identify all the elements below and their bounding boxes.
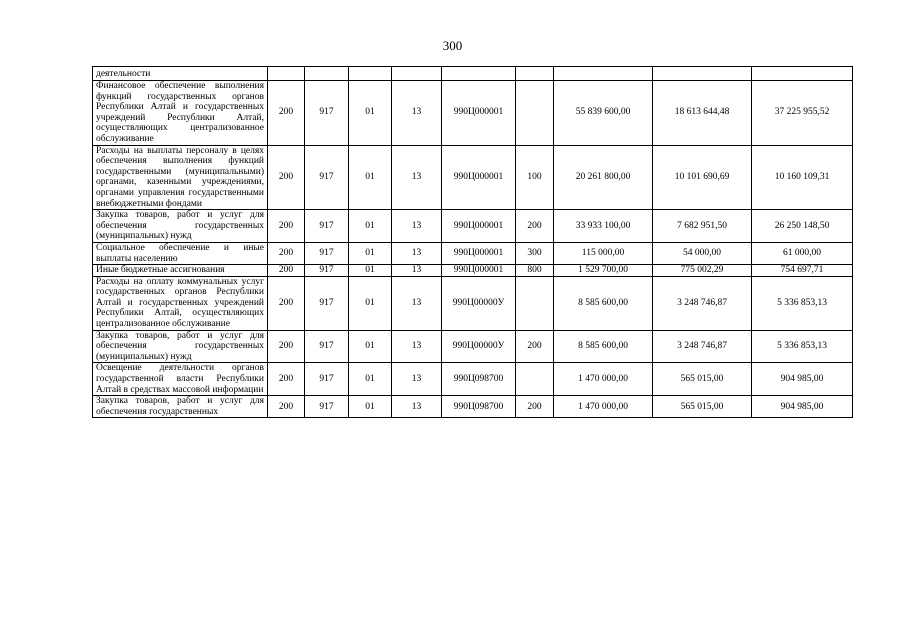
pr-cell: 13	[392, 396, 442, 418]
sum1-cell: 8 585 600,00	[554, 276, 653, 330]
gr-cell	[268, 67, 305, 81]
sum3-cell: 37 225 955,52	[752, 81, 853, 146]
page-number: 300	[442, 38, 463, 53]
sum2-cell: 3 248 746,87	[653, 276, 752, 330]
ved-cell: 917	[305, 242, 349, 264]
rz-cell: 01	[349, 242, 392, 264]
budget-table	[92, 66, 853, 418]
vr-cell: 800	[516, 265, 554, 277]
pr-cell: 13	[392, 242, 442, 264]
sum3-cell: 61 000,00	[752, 242, 853, 264]
row-name: Иные бюджетные ассигнования	[93, 265, 268, 277]
vr-cell: 200	[516, 210, 554, 243]
rz-cell: 01	[349, 265, 392, 277]
gr-cell: 200	[268, 210, 305, 243]
table-row	[93, 145, 853, 210]
pr-cell: 13	[392, 363, 442, 396]
rz-cell: 01	[349, 396, 392, 418]
rz-cell: 01	[349, 81, 392, 146]
sum2-cell: 3 248 746,87	[653, 330, 752, 363]
sum2-cell: 565 015,00	[653, 363, 752, 396]
gr-cell: 200	[268, 265, 305, 277]
csr-cell: 990Ц000001	[442, 145, 516, 210]
table-row	[93, 330, 853, 363]
rz-cell: 01	[349, 363, 392, 396]
sum2-cell: 775 002,29	[653, 265, 752, 277]
sum2-cell: 565 015,00	[653, 396, 752, 418]
sum2-cell	[653, 67, 752, 81]
table-row	[93, 265, 853, 277]
pr-cell: 13	[392, 81, 442, 146]
csr-cell: 990Ц098700	[442, 396, 516, 418]
sum1-cell: 1 529 700,00	[554, 265, 653, 277]
row-name: Закупка товаров, работ и услуг для обеспечения государственных (муниципальных) нужд	[93, 210, 268, 243]
gr-cell: 200	[268, 276, 305, 330]
ved-cell: 917	[305, 265, 349, 277]
table-row	[93, 242, 853, 264]
table-row	[93, 81, 853, 146]
ved-cell	[305, 67, 349, 81]
vr-cell	[516, 67, 554, 81]
sum2-cell: 54 000,00	[653, 242, 752, 264]
csr-cell: 990Ц00000У	[442, 330, 516, 363]
sum1-cell: 33 933 100,00	[554, 210, 653, 243]
sum1-cell	[554, 67, 653, 81]
csr-cell: 990Ц000001	[442, 81, 516, 146]
pr-cell: 13	[392, 265, 442, 277]
table-row	[93, 396, 853, 418]
csr-cell: 990Ц000001	[442, 210, 516, 243]
rz-cell: 01	[349, 276, 392, 330]
sum1-cell: 1 470 000,00	[554, 363, 653, 396]
row-name: Социальное обеспечение и иные выплаты населению	[93, 242, 268, 264]
pr-cell: 13	[392, 145, 442, 210]
sum3-cell: 5 336 853,13	[752, 330, 853, 363]
rz-cell	[349, 67, 392, 81]
ved-cell: 917	[305, 276, 349, 330]
sum2-cell: 7 682 951,50	[653, 210, 752, 243]
sum3-cell: 26 250 148,50	[752, 210, 853, 243]
sum3-cell: 904 985,00	[752, 396, 853, 418]
rz-cell: 01	[349, 145, 392, 210]
gr-cell: 200	[268, 363, 305, 396]
row-name: Расходы на выплаты персоналу в целях обеспечения выполнения функций государственными (муниципальными) органами, казенными учреждениями, органами управления государственными внебюджетными фондами	[93, 145, 268, 210]
ved-cell: 917	[305, 330, 349, 363]
gr-cell: 200	[268, 81, 305, 146]
table-row	[93, 363, 853, 396]
sum1-cell: 20 261 800,00	[554, 145, 653, 210]
csr-cell: 990Ц00000У	[442, 276, 516, 330]
sum3-cell: 754 697,71	[752, 265, 853, 277]
sum1-cell: 55 839 600,00	[554, 81, 653, 146]
vr-cell	[516, 363, 554, 396]
vr-cell	[516, 81, 554, 146]
row-name: Финансовое обеспечение выполнения функций государственных органов Республики Алтай и государственных учреждений Республики Алтай, осуществляющих централизованное обслуживание	[93, 81, 268, 146]
vr-cell: 200	[516, 396, 554, 418]
row-name: Расходы на оплату коммунальных услуг государственных органов Республики Алтай и государственных учреждений Республики Алтай, осуществляющих централизованное обслуживание	[93, 276, 268, 330]
sum3-cell: 5 336 853,13	[752, 276, 853, 330]
rz-cell: 01	[349, 330, 392, 363]
ved-cell: 917	[305, 210, 349, 243]
sum2-cell: 10 101 690,69	[653, 145, 752, 210]
sum2-cell: 18 613 644,48	[653, 81, 752, 146]
vr-cell	[516, 276, 554, 330]
csr-cell: 990Ц098700	[442, 363, 516, 396]
row-name: Закупка товаров, работ и услуг для обеспечения государственных (муниципальных) нужд	[93, 330, 268, 363]
vr-cell: 300	[516, 242, 554, 264]
pr-cell: 13	[392, 276, 442, 330]
row-name: Закупка товаров, работ и услуг для обеспечения государственных	[93, 396, 268, 418]
pr-cell	[392, 67, 442, 81]
pr-cell: 13	[392, 330, 442, 363]
ved-cell: 917	[305, 396, 349, 418]
table-body	[93, 67, 853, 418]
csr-cell: 990Ц000001	[442, 242, 516, 264]
table-row	[93, 276, 853, 330]
sum3-cell	[752, 67, 853, 81]
ved-cell: 917	[305, 145, 349, 210]
rz-cell: 01	[349, 210, 392, 243]
sum1-cell: 8 585 600,00	[554, 330, 653, 363]
vr-cell: 200	[516, 330, 554, 363]
sum1-cell: 1 470 000,00	[554, 396, 653, 418]
gr-cell: 200	[268, 145, 305, 210]
gr-cell: 200	[268, 396, 305, 418]
csr-cell	[442, 67, 516, 81]
sum3-cell: 10 160 109,31	[752, 145, 853, 210]
csr-cell: 990Ц000001	[442, 265, 516, 277]
gr-cell: 200	[268, 242, 305, 264]
ved-cell: 917	[305, 363, 349, 396]
vr-cell: 100	[516, 145, 554, 210]
sum1-cell: 115 000,00	[554, 242, 653, 264]
table-row	[93, 67, 853, 81]
table-row	[93, 210, 853, 243]
gr-cell: 200	[268, 330, 305, 363]
row-name: Освещение деятельности органов государственной власти Республики Алтай в средствах массовой информации	[93, 363, 268, 396]
ved-cell: 917	[305, 81, 349, 146]
pr-cell: 13	[392, 210, 442, 243]
row-name: деятельности	[93, 67, 268, 81]
sum3-cell: 904 985,00	[752, 363, 853, 396]
